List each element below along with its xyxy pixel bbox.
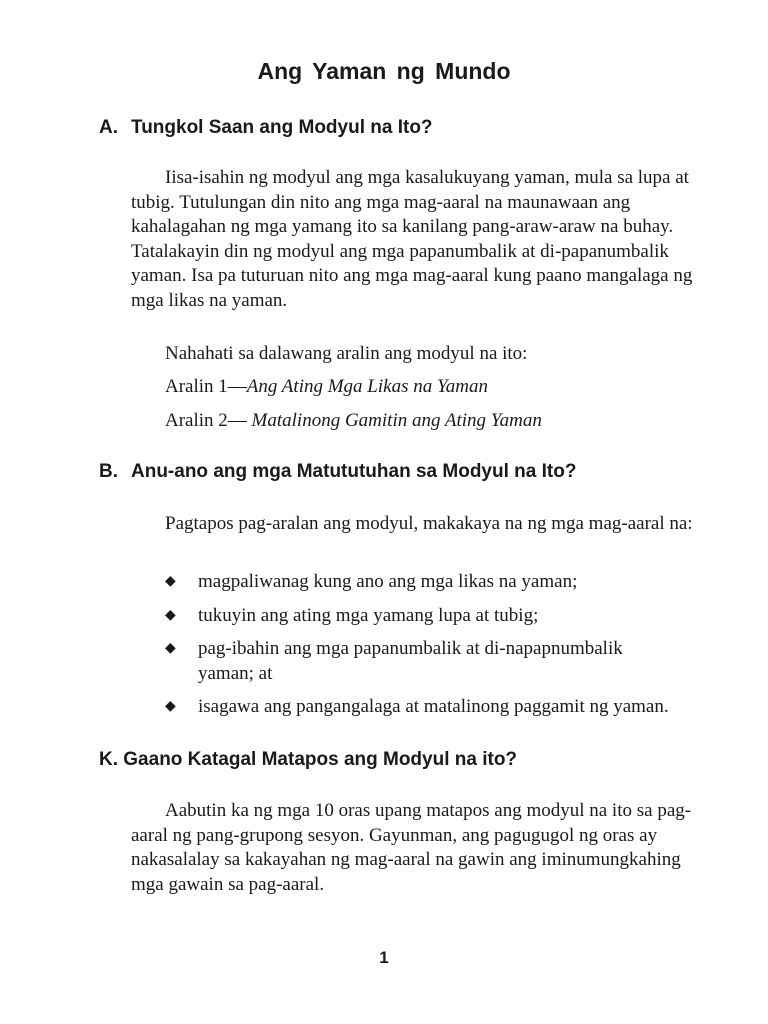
- lesson-1: [165, 376, 488, 398]
- section-a-heading: [99, 117, 433, 139]
- list-item: [165, 604, 705, 629]
- section-b-heading-text: Anu-ano ang mga Matututuhan sa Modyul na Ito?: [131, 461, 577, 482]
- section-b-letter: B.: [99, 461, 118, 482]
- section-k-paragraph: [131, 799, 697, 897]
- section-a-heading-text: Tungkol Saan ang Modyul na Ito?: [131, 117, 433, 138]
- section-k-letter: K.: [99, 749, 118, 770]
- diamond-bullet-icon: ◆: [165, 574, 176, 589]
- section-b-heading: [99, 461, 576, 483]
- diamond-bullet-icon: ◆: [165, 641, 176, 657]
- lesson-1-title: Ang Ating Mga Likas na Yaman: [246, 376, 489, 397]
- list-item: [165, 570, 705, 595]
- section-a-paragraph-text: Iisa-isahin ng modyul ang mga kasalukuyang yaman, mula sa lupa at tubig. Tutulungan din nito ang mga mag-aaral na maunawaan ang kahalagahan ng mga yamang ito sa kanilang pang-araw-araw na buhay. Tatalakayin din ng modyul ang mga papanumbalik at di-papanumbalik yaman. Isa pa tuturuan nito ang mga mag-aaral kung paano mangalaga ng mga likas na yaman.: [131, 167, 693, 311]
- section-a-paragraph: [131, 166, 697, 314]
- section-a-letter: A.: [99, 117, 118, 138]
- diamond-bullet-icon: ◆: [165, 699, 176, 715]
- section-k-heading: [99, 749, 517, 771]
- list-item-text: pag-ibahin ang mga papanumbalik at di-napapnumbalik yaman; at: [198, 638, 623, 684]
- section-b-paragraph-text: Pagtapos pag-aralan ang modyul, makakaya na ng mga mag-aaral na:: [165, 513, 693, 534]
- lesson-2-label: Aralin 2—: [165, 410, 252, 431]
- list-item-text: tukuyin ang ating mga yamang lupa at tubig;: [198, 604, 539, 626]
- diamond-bullet-icon: ◆: [165, 607, 176, 623]
- page-number: 1: [379, 948, 389, 967]
- lesson-2: [165, 410, 542, 432]
- lessons-intro: Nahahati sa dalawang aralin ang modyul na ito:: [165, 343, 528, 364]
- lesson-1-label: Aralin 1—: [165, 376, 247, 397]
- lesson-2-title: Matalinong Gamitin ang Ating Yaman: [251, 410, 542, 431]
- page-title: Ang Yaman ng Mundo: [257, 58, 511, 84]
- list-item: [165, 695, 705, 720]
- list-item-text: magpaliwanag kung ano ang mga likas na yaman;: [198, 571, 578, 592]
- section-k-heading-text: Gaano Katagal Matapos ang Modyul na ito?: [123, 749, 518, 770]
- objectives-list: [165, 570, 705, 720]
- list-item-text: isagawa ang pangangalaga at matalinong paggamit ng yaman.: [198, 696, 669, 718]
- section-k-paragraph-text: Aabutin ka ng mga 10 oras upang matapos ang modyul na ito sa pag-aaral ng pang-grupong sesyon. Gayunman, ang pagugugol ng oras ay nakasalalay sa kakayahan ng mag-aaral na gawin ang iminumungkahing mga gawain sa pag-aaral.: [131, 800, 692, 895]
- list-item: [165, 637, 668, 686]
- section-b-paragraph: [131, 512, 697, 537]
